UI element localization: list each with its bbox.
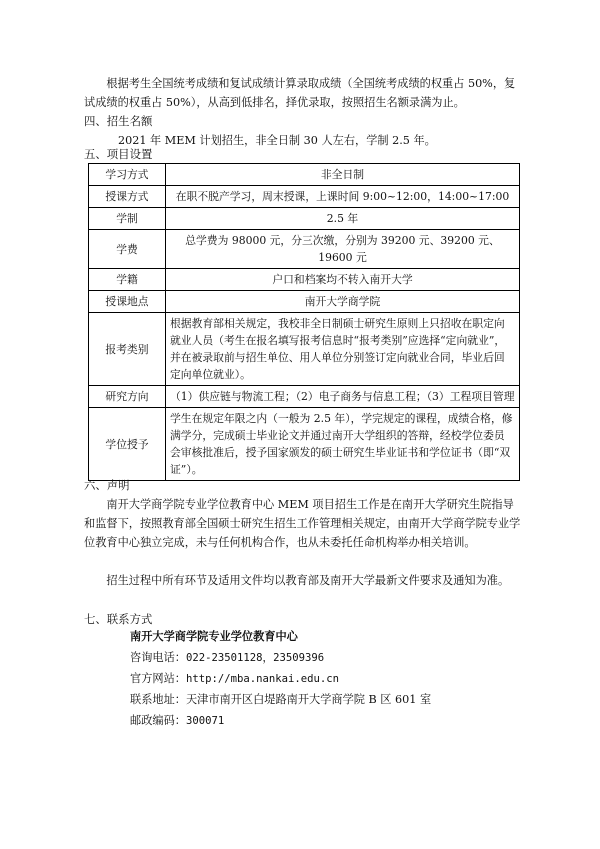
row-label: 学籍 (89, 269, 166, 291)
table-row (89, 386, 520, 408)
address-value: 天津市南开区白堤路南开大学商学院 B 区 601 室 (185, 693, 432, 706)
row-label: 学位授予 (89, 408, 166, 481)
section7-heading: 七、联系方式 (84, 612, 153, 626)
zip-label: 邮政编码： (130, 714, 186, 727)
phone-label: 咨询电话： (130, 651, 186, 664)
table-row (89, 230, 520, 269)
website-link[interactable]: http://mba.nankai.edu.cn (185, 673, 340, 685)
table-row (89, 186, 520, 208)
section4-heading: 四、招生名额 (84, 114, 153, 128)
row-value: 户口和档案均不转入南开大学 (166, 269, 520, 291)
row-value: 南开大学商学院 (166, 291, 520, 313)
row-value: 学生在规定年限之内（一般为 2.5 年），学完规定的课程，成绩合格，修满学分，完成硕士毕业论文并通过南开大学组织的答辩，经校学位委员会审核批准后，授予国家颁发的硕士研究生毕业证书和学位证书（即“双证”）。 (166, 408, 520, 481)
row-value: 总学费为 98000 元，分三次缴，分别为 39200 元、39200 元、19600 元 (166, 230, 520, 269)
table-row (89, 408, 520, 481)
table-row (89, 291, 520, 313)
row-label: 研究方向 (89, 386, 166, 408)
row-value: 2.5 年 (166, 208, 520, 230)
contact-phone-line (130, 648, 324, 668)
table-row (89, 208, 520, 230)
contact-address-line (130, 690, 431, 709)
table-row (89, 269, 520, 291)
contact-website-line (130, 669, 339, 689)
phone-value: 022-23501128，23509396 (185, 652, 325, 664)
row-value: 非全日制 (166, 164, 520, 186)
address-label: 联系地址： (130, 693, 186, 706)
row-value: 根据教育部相关规定，我校非全日制硕士研究生原则上只招收在职定向就业人员（考生在报名填写报考信息时“报考类别”应选择“定向就业”，并在被录取前与招生单位、用人单位分别签订定向就业合同，毕业后回定向单位就业）。 (166, 313, 520, 386)
row-label: 学费 (89, 230, 166, 269)
row-value: （1）供应链与物流工程；（2）电子商务与信息工程；（3）工程项目管理 (166, 386, 520, 408)
table-row (89, 313, 520, 386)
section6-paragraph-1: 南开大学商学院专业学位教育中心 MEM 项目招生工作是在南开大学研究生院指导和监督下，按照教育部全国硕士研究生招生工作管理相关规定，由南开大学商学院专业学位教育中心独立完成，未与任何机构合作，也从未委托任命机构举办相关培训。 (84, 498, 521, 549)
table-row (89, 164, 520, 186)
row-value: 在职不脱产学习，周末授课，上课时间 9:00~12:00，14:00~17:00 (166, 186, 520, 208)
section5-heading: 五、项目设置 (84, 147, 153, 161)
row-label: 授课方式 (89, 186, 166, 208)
website-label: 官方网站： (130, 672, 186, 685)
section6-paragraph-2: 招生过程中所有环节及适用文件均以教育部及南开大学最新文件要求及通知为准。 (106, 574, 510, 587)
row-label: 学制 (89, 208, 166, 230)
row-label: 报考类别 (89, 313, 166, 386)
row-label: 学习方式 (89, 164, 166, 186)
row-label: 授课地点 (89, 291, 166, 313)
contact-organization: 南开大学商学院专业学位教育中心 (130, 630, 298, 643)
section4-text: 2021 年 MEM 计划招生，非全日制 30 人左右，学制 2.5 年。 (118, 134, 436, 147)
project-settings-table (88, 163, 520, 481)
admission-paragraph: 根据考生全国统考成绩和复试成绩计算录取成绩（全国统考成绩的权重占 50%，复试成绩的权重占 50%），从高到低排名，择优录取，按照招生名额录满为止。 (84, 77, 516, 109)
zip-value: 300071 (185, 715, 225, 727)
section6-heading: 六、声明 (84, 478, 130, 492)
contact-zip-line (130, 711, 224, 731)
